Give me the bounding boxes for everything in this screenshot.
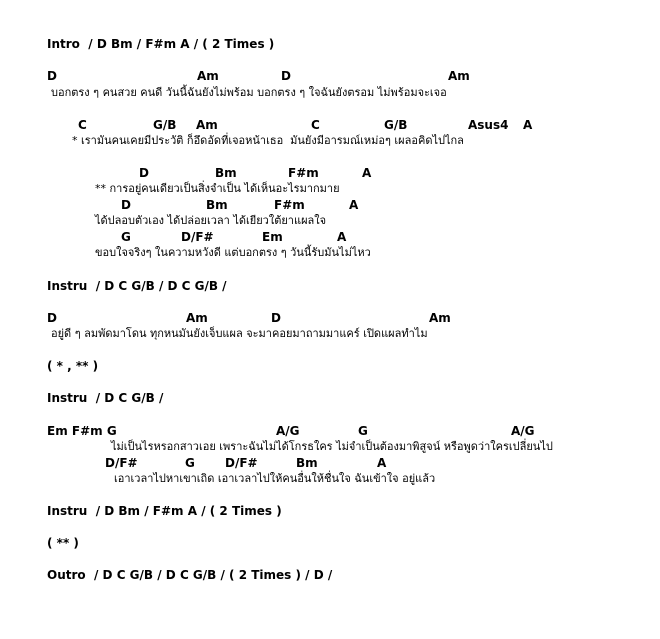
- lyric-line: บอกตรง ๆ คนสวย คนดี วันนี้ฉันยังไม่พร้อม บอกตรง ๆ ใจฉันยังตรอม ไม่พร้อมจะเจอ: [51, 86, 447, 99]
- intro-line: Intro / D Bm / F#m A / ( 2 Times ): [47, 37, 275, 51]
- chord-label: D/F#: [225, 456, 258, 470]
- chord-label: Am: [448, 69, 470, 83]
- lyric-line: ไม่เป็นไรหรอกสาวเอย เพราะฉันไม่ได้โกรธใคร ไม่จำเป็นต้องมาพิสูจน์ หรือพูดว่าใครเปลี่ยนไป: [111, 440, 553, 453]
- chord-label: Am: [197, 69, 219, 83]
- chord-label: G: [185, 456, 195, 470]
- lyric-line: ขอบใจจริงๆ ในความหวังดี แต่บอกตรง ๆ วันนี้รับมันไม่ไหว: [95, 246, 371, 259]
- chord-label: Em F#m G: [47, 424, 117, 438]
- chord-label: Am: [186, 311, 208, 325]
- lyric-line: ** การอยู่คนเดียวเป็นสิ่งจำเป็น ได้เห็นอะไรมากมาย: [95, 182, 340, 195]
- instrumental-line: Instru / D Bm / F#m A / ( 2 Times ): [47, 504, 282, 518]
- instrumental-line: Instru / D C G/B / D C G/B /: [47, 279, 227, 293]
- chord-label: Am: [429, 311, 451, 325]
- chord-label: C: [78, 118, 87, 132]
- lyric-line: ได้ปลอบตัวเอง ได้ปล่อยเวลา ได้เยียวใต้ยาแผลใจ: [95, 214, 327, 227]
- lyric-line: อยู่ดี ๆ ลมพัดมาโดน ทุกหนมันยังเจ็บแผล จะมาคอยมาถามมาแคร์ เปิดแผลทำไม: [51, 327, 428, 340]
- repeat-marker: ( ** ): [47, 536, 79, 550]
- chord-label: Bm: [296, 456, 318, 470]
- chord-label: D/F#: [105, 456, 138, 470]
- lyric-line: เอาเวลาไปหาเขาเถิด เอาเวลาไปให้คนอื่นให้ชื่นใจ ฉันเข้าใจ อยู่แล้ว: [114, 472, 436, 485]
- chord-label: A: [377, 456, 387, 470]
- chord-label: G: [358, 424, 368, 438]
- chord-label: Bm: [215, 166, 237, 180]
- chord-label: D: [281, 69, 291, 83]
- chord-label: A: [337, 230, 347, 244]
- chord-label: F#m: [288, 166, 319, 180]
- chord-label: Asus4: [468, 118, 509, 132]
- chord-label: G/B: [384, 118, 408, 132]
- chord-label: D: [121, 198, 131, 212]
- chord-label: G: [121, 230, 131, 244]
- chord-label: D: [271, 311, 281, 325]
- chord-label: A: [523, 118, 533, 132]
- chord-label: Bm: [206, 198, 228, 212]
- chord-label: D: [139, 166, 149, 180]
- chord-label: Am: [196, 118, 218, 132]
- chord-label: D: [47, 311, 57, 325]
- chord-label: C: [311, 118, 320, 132]
- chord-label: A: [349, 198, 359, 212]
- chord-label: F#m: [274, 198, 305, 212]
- chord-label: Em: [262, 230, 283, 244]
- lyric-line: * เรามันคนเคยมีประวัติ ก็อึดอัดที่เจอหน้าเธอ มันยังมีอารมณ์เหม่อๆ เผลอคิดไปไกล: [72, 134, 464, 147]
- chord-label: A: [362, 166, 372, 180]
- chord-label: A/G: [276, 424, 300, 438]
- chord-label: D/F#: [181, 230, 214, 244]
- chord-label: D: [47, 69, 57, 83]
- outro-line: Outro / D C G/B / D C G/B / ( 2 Times ) / D /: [47, 568, 333, 582]
- chord-label: G/B: [153, 118, 177, 132]
- instrumental-line: Instru / D C G/B /: [47, 391, 164, 405]
- repeat-marker: ( * , ** ): [47, 359, 99, 373]
- chord-label: A/G: [511, 424, 535, 438]
